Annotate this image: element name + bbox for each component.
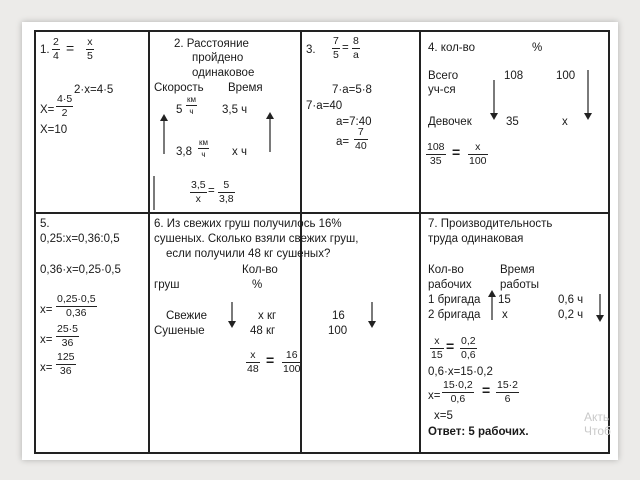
- fraction: 7 5: [333, 35, 339, 61]
- down-arrow-icon: [596, 294, 604, 322]
- slide: [22, 22, 618, 460]
- fraction: 25·5 36: [57, 323, 79, 349]
- fraction: 2 4: [53, 36, 59, 62]
- fraction: 108 35: [427, 141, 445, 167]
- fraction: 4·5 2: [57, 93, 73, 119]
- up-arrow-icon: [488, 290, 496, 320]
- down-arrow-icon: [368, 302, 376, 328]
- fraction: x 15: [431, 335, 443, 361]
- fraction: 8 a: [353, 35, 359, 61]
- fraction: 5 3,8: [219, 179, 234, 205]
- fraction: 3,5 x: [191, 179, 206, 205]
- down-arrow-icon: [228, 302, 236, 328]
- fraction: x 100: [469, 141, 487, 167]
- task-number: 1.: [40, 44, 50, 56]
- down-arrow-icon: [584, 70, 592, 120]
- fraction: 7 40: [355, 126, 367, 152]
- fraction: x 5: [87, 36, 93, 62]
- up-arrow-icon: [266, 112, 274, 152]
- fraction: x 48: [247, 349, 259, 375]
- fraction: 125 36: [57, 351, 75, 377]
- bracket: [152, 176, 182, 210]
- fraction: 0,25·0,5 0,36: [57, 293, 96, 319]
- activation-watermark: Акть Чтоб: [584, 410, 611, 438]
- down-arrow-icon: [490, 80, 498, 120]
- fraction: 15·2 6: [497, 379, 519, 405]
- fraction: 16 100: [283, 349, 301, 375]
- up-arrow-icon: [160, 114, 168, 154]
- column-divider: [148, 32, 150, 452]
- solutions-table: 1. 2 4 = x 5 2·x=4·5 X= 4·5 2 X=10 2. Расстояние пройдено одинаковое Скорость Время 5 км ч 3,5 ч 3,8 км ч х ч 3,5 x = 5 3,8 3. 7 5 = 8 a 7·a=5·8 7·a=40 a=7:40 a= 7 40 4. кол-во % Всего уч-ся 108 100 Девочек 35 х 108 35 = x 100 5. 0,25:х=0,36:0,5 0,36·х=0,25·0,5 х= 0,25·0,5 0,36 х= 25·5 36 х= 125 36 6. Из свежих груш получилось 16% сушеных. Сколько взяли свежих груш, если получили 48 кг сушеных? Кол-во груш % Свежие х кг 16 Сушеные 48 кг 100 x 48 = 16 100 7. Производительность труда одинаковая Кол-во Время рабочих работы 1 бригада 15 0,6 ч 2 бригада х 0,2 ч x 15 = 0,2 0,6 0,6·х=15·0,2 х= 15·0,2 0,6 = 15·2 6 х=5 Ответ: 5 рабочих.: [34, 30, 610, 454]
- fraction: 15·0,2 0,6: [443, 379, 473, 405]
- column-divider: [419, 32, 421, 452]
- row-divider: [36, 212, 608, 214]
- fraction: 0,2 0,6: [461, 335, 476, 361]
